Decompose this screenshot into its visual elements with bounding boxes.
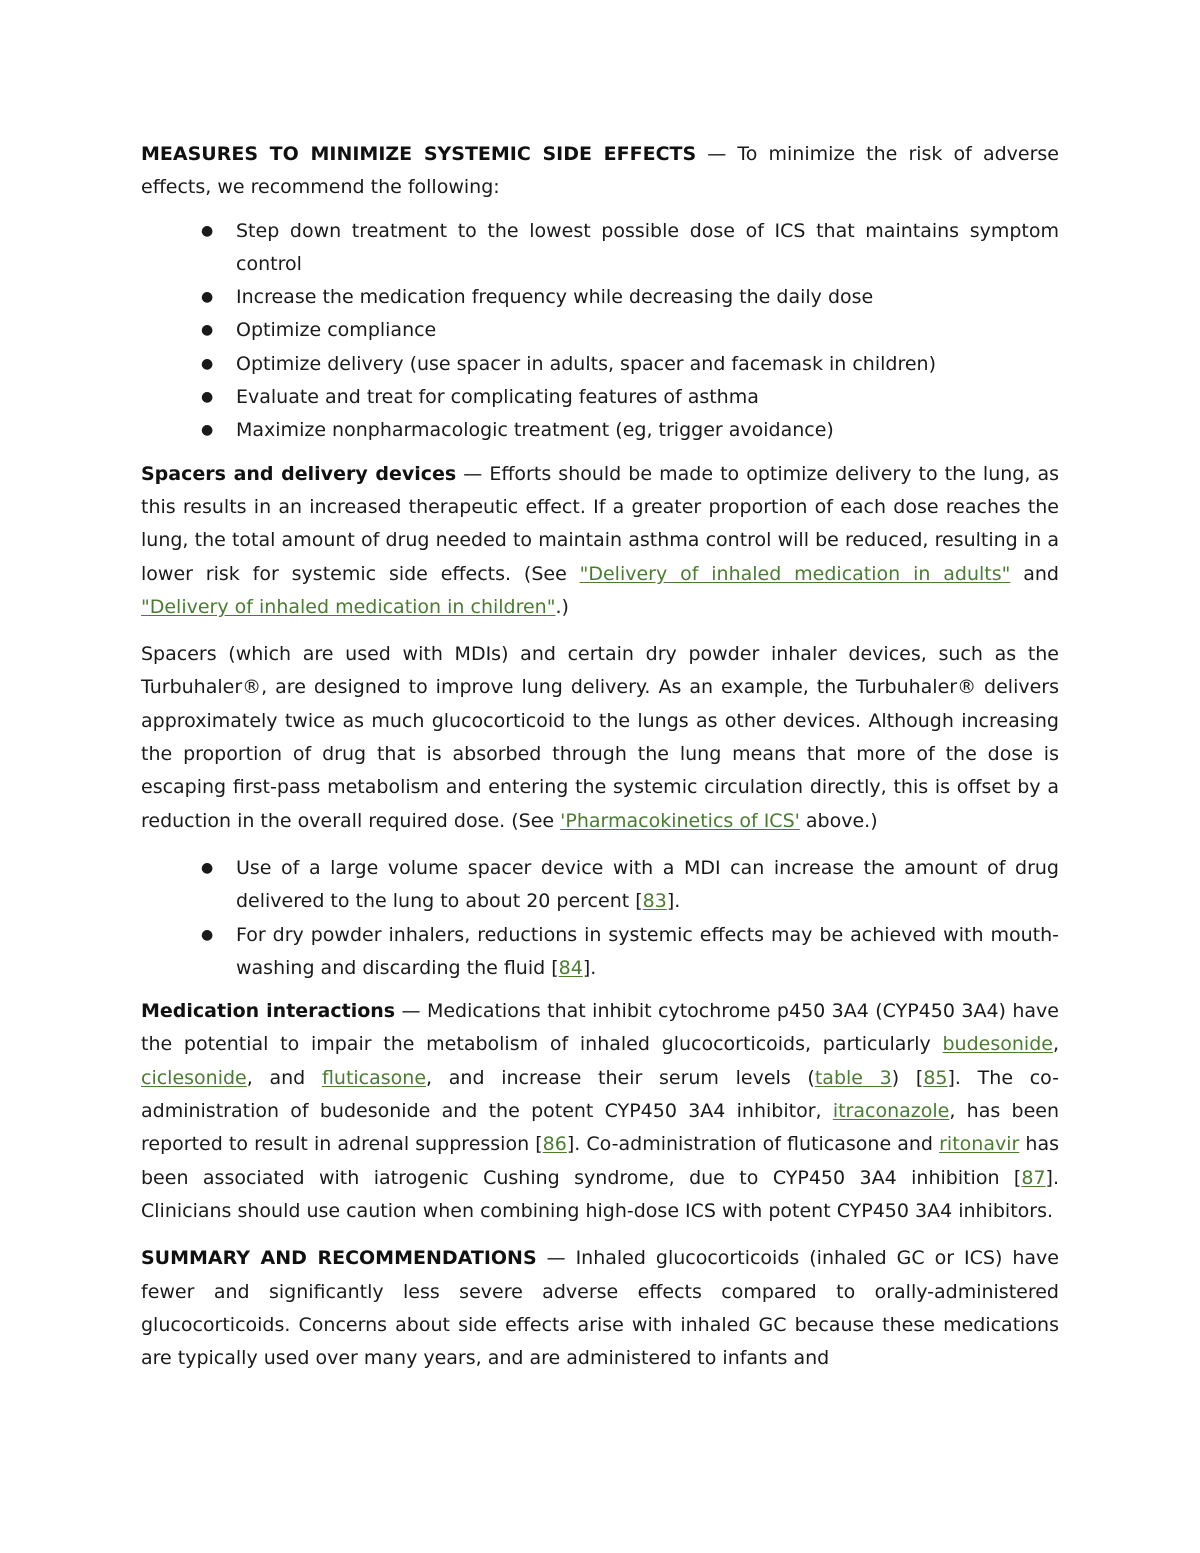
list-item: ● For dry powder inhalers, reductions in systemic effects may be achieved with mouth-washing and discarding the fluid [84]. xyxy=(141,919,1059,986)
bullet-icon: ● xyxy=(201,926,214,943)
spacers-paragraph: Spacers and delivery devices — Efforts should be made to optimize delivery to the lung, as this results in an increased therapeutic effect. If a greater proportion of each dose reaches the lung, the total amount of drug needed to maintain asthma control will be reduced, resulting in a lower risk for systemic side effects. (See "Delivery of inhaled medication in adults" and "Delivery of inhaled medication in children".) xyxy=(141,462,1060,618)
measures-paragraph: MEASURES TO MINIMIZE SYSTEMIC SIDE EFFECTS — To minimize the risk of adverse effects, we recommend the following: xyxy=(141,143,1059,199)
link-pharmacokinetics[interactable]: 'Pharmacokinetics of ICS' xyxy=(560,809,800,832)
bullet-icon: ● xyxy=(201,355,214,372)
interactions-paragraph: Medication interactions — Medications that inhibit cytochrome p450 3A4 (CYP450 3A4) have the potential to impair the metabolism of inhaled glucocorticoids, particularly budesonide, ciclesonide, and fluticasone, and increase their serum levels (table 3) [85]. The co-administration of budesonide and the potent CYP450 3A4 inhibitor, itraconazole, has been reported to result in adrenal suppression [86]. Co-administration of fluticasone and ritonavir has been associated with iatrogenic Cushing syndrome, due to CYP450 3A4 inhibition [87]. Clinicians should use caution when combining high-dose ICS with potent CYP450 3A4 inhibitors. xyxy=(141,1000,1059,1222)
ref-link-85[interactable]: 85 xyxy=(923,1066,948,1089)
link-delivery-children[interactable]: "Delivery of inhaled medication in children" xyxy=(141,595,556,618)
measures-heading: MEASURES TO MINIMIZE SYSTEMIC SIDE EFFECTS xyxy=(141,143,697,165)
measures-list xyxy=(141,215,1059,448)
ref-link-87[interactable]: 87 xyxy=(1021,1166,1046,1189)
summary-paragraph: SUMMARY AND RECOMMENDATIONS — Inhaled glucocorticoids (inhaled GC or ICS) have fewer and significantly less severe adverse effects compared to orally-administered glucocorticoids. Concerns about side effects arise with inhaled GC because these medications are typically used over many years, and are administered to infants and xyxy=(141,1247,1059,1370)
link-budesonide[interactable]: budesonide xyxy=(942,1033,1053,1056)
link-delivery-adults[interactable]: "Delivery of inhaled medication in adults" xyxy=(579,562,1011,585)
spacers-heading: Spacers and delivery devices xyxy=(141,462,457,485)
document-page xyxy=(141,138,1059,1375)
list-item: ● Evaluate and treat for complicating features of asthma xyxy=(141,381,1059,414)
spacers-detail-paragraph: Spacers (which are used with MDIs) and certain dry powder inhaler devices, such as the Turbuhaler®, are designed to improve lung delivery. As an example, the Turbuhaler® delivers approximately twice as much glucocorticoid to the lungs as other devices. Although increasing the proportion of drug that is absorbed through the lung means that more of the dose is escaping first-pass metabolism and entering the systemic circulation directly, this is offset by a reduction in the overall required dose. (See 'Pharmacokinetics of ICS' above.) xyxy=(141,643,1059,832)
ref-link-84[interactable]: 84 xyxy=(558,956,583,979)
link-fluticasone[interactable]: fluticasone xyxy=(321,1066,427,1089)
bullet-icon: ● xyxy=(201,389,214,406)
bullet-icon: ● xyxy=(201,859,214,876)
list-item: ● Increase the medication frequency while decreasing the daily dose xyxy=(141,281,1059,314)
spacers-list xyxy=(141,852,1059,985)
list-item: ● Maximize nonpharmacologic treatment (eg, trigger avoidance) xyxy=(141,414,1059,447)
bullet-icon: ● xyxy=(201,422,214,439)
link-ritonavir[interactable]: ritonavir xyxy=(939,1133,1020,1156)
ref-link-86[interactable]: 86 xyxy=(542,1133,567,1156)
bullet-icon: ● xyxy=(201,289,214,306)
bullet-icon: ● xyxy=(201,222,214,239)
list-item: ● Optimize compliance xyxy=(141,314,1059,347)
list-item: ● Use of a large volume spacer device with a MDI can increase the amount of drug delivered to the lung to about 20 percent [83]. xyxy=(141,852,1059,919)
link-itraconazole[interactable]: itraconazole xyxy=(832,1100,950,1123)
list-item: ● Step down treatment to the lowest possible dose of ICS that maintains symptom control xyxy=(141,215,1059,282)
list-item: ● Optimize delivery (use spacer in adults, spacer and facemask in children) xyxy=(141,348,1059,381)
bullet-icon: ● xyxy=(201,322,214,339)
link-ciclesonide[interactable]: ciclesonide xyxy=(141,1066,247,1089)
link-table-3[interactable]: table 3 xyxy=(814,1066,892,1089)
summary-heading: SUMMARY AND RECOMMENDATIONS xyxy=(141,1247,537,1270)
interactions-heading: Medication interactions xyxy=(141,1000,396,1023)
ref-link-83[interactable]: 83 xyxy=(642,890,667,913)
